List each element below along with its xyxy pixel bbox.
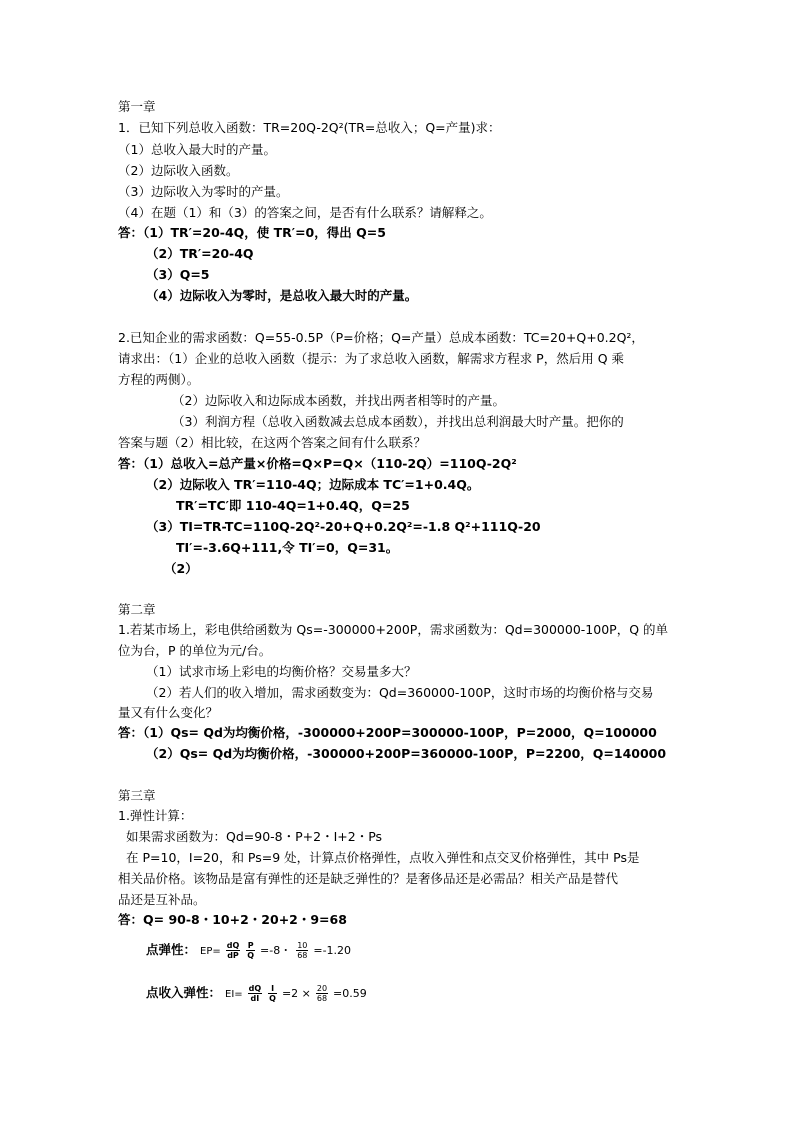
ch1-q2-answer-4: （2） xyxy=(164,561,198,576)
ch1-q2-stem-1: 2.已知企业的需求函数：Q=55-0.5P（P=价格；Q=产量）总成本函数：TC=20+Q+0.2Q²， xyxy=(118,330,644,345)
ch1-q2-stem-3: 方程的两侧）。 xyxy=(118,372,200,387)
ch1-q1-part3: （3）边际收入为零时的产量。 xyxy=(118,184,289,199)
ch1-q2-answer-1: 答：（1）总收入=总产量×价格=Q×P=Q×（110-2Q）=110Q-2Q² xyxy=(118,456,517,471)
fraction-i-q xyxy=(268,984,277,1003)
fraction-p-q xyxy=(246,941,255,960)
ch1-q2-answer-3: （3）TI=TR-TC=110Q-2Q²-20+Q+0.2Q²=-1.8 Q²+111Q-20 xyxy=(146,519,541,534)
fraction-denominator: dI xyxy=(250,994,260,1003)
fraction-denominator: dP xyxy=(227,951,239,960)
fraction-20-68 xyxy=(316,984,328,1003)
ch1-q1-answer-2: （2）TR′=20-4Q xyxy=(146,246,254,261)
ch1-q2-answer-3b: TI′=-3.6Q+111,令 TI′=0，Q=31。 xyxy=(176,540,399,555)
fraction-10-68 xyxy=(296,941,308,960)
ch1-q2-answer-2: （2）边际收入 TR′=110-4Q；边际成本 TC′=1+0.4Q。 xyxy=(146,477,480,492)
ch1-q1-part2: （2）边际收入函数。 xyxy=(118,163,239,178)
ch3-stem-2: 相关品价格。该物品是富有弹性的还是缺乏弹性的？是奢侈品还是必需品？相关产品是替代 xyxy=(118,871,619,886)
price-elasticity-prefix: EP= xyxy=(200,946,221,957)
ch1-q1-answer-1: 答：（1）TR′=20-4Q，使 TR′=0，得出 Q=5 xyxy=(118,225,386,240)
fraction-denominator: 68 xyxy=(297,951,308,960)
ch3-answer-q: 答：Q= 90-8・10+2・20+2・9=68 xyxy=(118,912,347,927)
ch3-demand-function: 如果需求函数为：Qd=90-8・P+2・I+2・Ps xyxy=(126,829,383,844)
ch1-q2-stem-2: 请求出：（1）企业的总收入函数（提示：为了求总收入函数，解需求方程求 P，然后用 Q 乘 xyxy=(118,351,625,366)
fraction-numerator: 20 xyxy=(316,984,328,993)
fraction-denominator: Q xyxy=(247,951,255,960)
fraction-numerator: dQ xyxy=(248,984,262,993)
ch2-q1-stem-2: 位为台，P 的单位为元/台。 xyxy=(118,643,272,658)
price-elasticity-result: =-1.20 xyxy=(313,944,352,957)
ch2-q1-part2: （2）若人们的收入增加，需求函数变为：Qd=360000-100P，这时市场的均衡价格与交易 xyxy=(146,685,654,700)
ch1-q1-answer-3: （3）Q=5 xyxy=(146,267,210,282)
fraction-dq-dp xyxy=(226,941,241,960)
ch1-q2-answer-2b: TR′=TC′即 110-4Q=1+0.4Q，Q=25 xyxy=(176,498,410,513)
ch1-q2-part3-cont: 答案与题（2）相比较，在这两个答案之间有什么联系？ xyxy=(118,435,426,450)
ch3-price-elasticity xyxy=(146,937,351,965)
ch1-q2-part2: （2）边际收入和边际成本函数，并找出两者相等时的产量。 xyxy=(172,393,505,408)
ch3-income-elasticity xyxy=(146,980,367,1008)
price-elasticity-label: 点弹性： xyxy=(146,942,197,957)
ch3-stem-1: 在 P=10，I=20，和 Ps=9 处，计算点价格弹性，点收入弹性和点交叉价格弹性，其中 Ps是 xyxy=(126,850,640,865)
income-elasticity-mid: =2 × xyxy=(281,987,311,1000)
ch1-q1-part1: （1）总收入最大时的产量。 xyxy=(118,142,276,157)
ch2-answer-2: （2）Qs= Qd为均衡价格，-300000+200P=360000-100P，P=2200，Q=140000 xyxy=(146,746,667,761)
income-elasticity-result: =0.59 xyxy=(333,987,367,1000)
income-elasticity-label: 点收入弹性： xyxy=(146,985,222,1000)
chapter-1-heading: 第一章 xyxy=(118,99,156,114)
fraction-numerator: I xyxy=(268,984,277,994)
ch1-q1-answer-4: （4）边际收入为零时，是总收入最大时的产量。 xyxy=(146,288,418,303)
ch2-answer-1: 答：（1）Qs= Qd为均衡价格，-300000+200P=300000-100P，P=2000，Q=100000 xyxy=(118,725,657,740)
ch1-q1-stem: 1．已知下列总收入函数：TR=20Q-2Q²(TR=总收入；Q=产量)求： xyxy=(118,120,501,135)
fraction-denominator: Q xyxy=(269,994,276,1003)
fraction-numerator: P xyxy=(247,941,254,950)
ch3-stem-3: 品还是互补品。 xyxy=(118,892,206,907)
ch3-q1-title: 1.弹性计算： xyxy=(118,808,193,823)
fraction-denominator: 68 xyxy=(316,994,328,1003)
ch2-q1-part2-cont: 量又有什么变化？ xyxy=(118,705,219,720)
ch1-q2-part3: （3）利润方程（总收入函数减去总成本函数），并找出总利润最大时产量。把你的 xyxy=(172,414,624,429)
chapter-3-heading: 第三章 xyxy=(118,788,156,803)
ch2-q1-stem-1: 1.若某市场上，彩电供给函数为 Qs=-300000+200P，需求函数为：Qd=300000-100P，Q 的单 xyxy=(118,622,669,637)
price-elasticity-mid: =-8・ xyxy=(260,944,292,957)
fraction-numerator: 10 xyxy=(297,941,308,950)
fraction-dq-di xyxy=(248,984,263,1003)
income-elasticity-prefix: EI= xyxy=(225,989,243,1000)
chapter-2-heading: 第二章 xyxy=(118,602,156,617)
ch2-q1-part1: （1）试求市场上彩电的均衡价格？交易量多大？ xyxy=(146,664,417,679)
ch1-q1-part4: （4）在题（1）和（3）的答案之间，是否有什么联系？请解释之。 xyxy=(118,205,492,220)
fraction-numerator: dQ xyxy=(226,941,240,950)
